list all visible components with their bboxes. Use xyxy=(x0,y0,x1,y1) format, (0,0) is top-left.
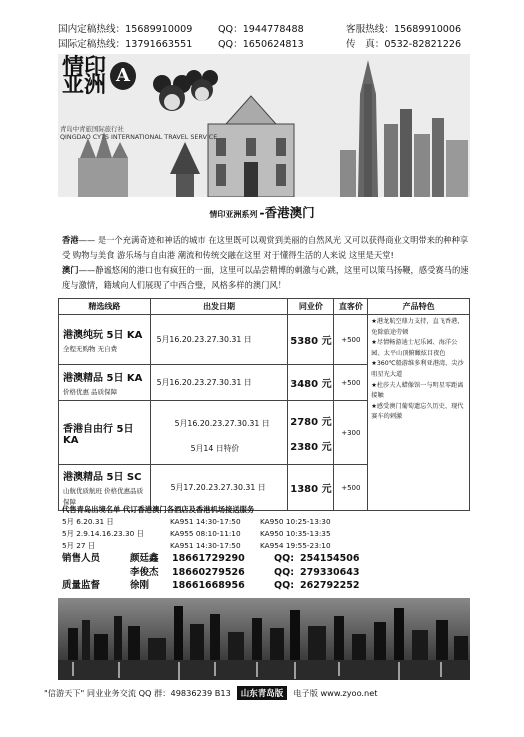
route-name: 港澳精品 5日 KA xyxy=(63,372,143,384)
edition-badge: 山东青岛版 xyxy=(237,686,288,700)
route-name: 港澳精品 5日 SC xyxy=(63,472,142,483)
header-route: 精选线路 xyxy=(59,299,151,315)
header-guest-price: 直客价 xyxy=(334,299,368,315)
hotline-fax: 传 真：0532-82821226 xyxy=(346,39,462,50)
intro-hongkong: 香港—— 是一个充满奇迹和神话的城市 在这里既可以观赏到美丽的自然风光 又可以获得商业文明带来的种种享受 购物与美食 游乐场与自由港 潮流和传统交融在这里 对于懂得生活的人来说 这里是天堂! xyxy=(62,235,469,260)
route-note: 全程无购物 无自费 xyxy=(63,344,118,353)
route-name: 港澳纯玩 5日 KA xyxy=(63,329,143,341)
footer-website: 电子版 www.zyoo.net xyxy=(293,687,378,698)
series-name: 情印亚洲系列 xyxy=(209,210,258,219)
feature-item: ★360℃船游维多利亚港湾，尖沙咀星光大道 xyxy=(371,360,464,378)
flight-row: 5月 27 日 KA951 14:30-17:50 KA954 19:55-23:10 xyxy=(62,541,331,550)
hotline-row xyxy=(58,22,478,37)
hotline-international: 国际定稿热线：13791663551 xyxy=(58,39,193,50)
product-features xyxy=(368,315,470,511)
header-features: 产品特色 xyxy=(368,299,470,315)
guest-price: +500 xyxy=(334,465,368,511)
page-footer xyxy=(44,686,484,700)
logo-title: 情印亚洲 xyxy=(62,54,107,98)
company-logo xyxy=(60,54,140,124)
departure-dates: 5月16.20.23.27.30.31 日 xyxy=(150,315,288,365)
trade-price: 2780 元 2380 元 xyxy=(288,401,334,465)
hotline-row xyxy=(58,37,478,52)
route-cell xyxy=(59,315,151,365)
intro-macau: 澳门——静谧悠闲的港口也有疯狂的一面，这里可以品尝精博的刺激与心跳，这里可以策马扬鞭，感受赛马的速度与激情，籍域向人们展现了中西合璧，风格多样的澳门风！ xyxy=(62,265,469,290)
feature-item: ★杜莎夫人蜡像馆一与明星零距离接触 xyxy=(371,381,464,400)
route-name: 香港自由行 5日 KA xyxy=(63,423,134,446)
feature-item: ★感受澳门葡萄遗忘久历史、现代赛车的刺激 xyxy=(371,402,464,421)
table-header-row xyxy=(59,299,470,315)
guest-price: +500 xyxy=(334,365,368,401)
flight-row: 5月 6.20.31 日 KA951 14:30-17:50 KA950 10:25-13:30 xyxy=(62,517,331,526)
footer-qq-group: "信游天下" 同业业务交流 QQ 群：49836239 B13 xyxy=(44,687,231,698)
page-title xyxy=(0,203,524,221)
contact-list xyxy=(62,552,472,593)
table-row xyxy=(59,315,470,365)
trade-price: 5380 元 xyxy=(288,315,334,365)
departure-dates: 5月16.20.23.27.30.31 日 xyxy=(150,365,288,401)
header-date: 出发日期 xyxy=(150,299,288,315)
header-trade-price: 同业价 xyxy=(288,299,334,315)
banner-image xyxy=(58,54,470,197)
guest-price: +300 xyxy=(334,401,368,465)
company-name: 青岛中青旅国际旅行社 QINGDAO CYTS INTERNATIONAL TRAVEL SERVICE xyxy=(60,125,218,141)
hotline-service: 客服热线：15689910006 xyxy=(346,24,462,35)
feature-item: ★港龙航空鼎力支持，直飞香港，免除旅途劳顿 xyxy=(371,318,464,336)
tour-price-table xyxy=(58,298,470,511)
route-cell xyxy=(59,365,151,401)
destination-title: -香港澳门 xyxy=(259,205,315,220)
flight-row: 5月 2.9.14.16.23.30 日 KA955 08:10-11:10 KA950 10:35-13:35 xyxy=(62,529,331,538)
contact-row: 质量监督 徐刚 18661668956 QQ: 262792252 xyxy=(62,580,360,591)
departure-dates: 5月17.20.23.27.30.31 日 xyxy=(150,465,288,511)
guest-price: +500 xyxy=(334,315,368,365)
feature-item: ★尽情畅游迪士尼乐园、海洋公园、太平山顶俯瞰炫目夜色 xyxy=(371,339,458,357)
hotline-qq: QQ：1944778488 xyxy=(218,24,304,35)
contact-row: 销售人员 颜廷鑫 18661729290 QQ: 254154506 xyxy=(62,553,360,564)
night-skyline-photo xyxy=(58,598,470,680)
departure-dates: 5月16.20.23.27.30.31 日 5月14 日特价 xyxy=(150,401,288,465)
route-cell xyxy=(59,401,151,465)
route-note: 价格优惠 品质保障 xyxy=(63,387,118,396)
route-note: 山航优质航班 价格优惠品质保障 xyxy=(63,487,144,506)
flight-schedule-title: 代售青岛出境名单 代订香港澳门各酒店及香港机场接送服务 xyxy=(62,505,255,514)
trade-price: 3480 元 xyxy=(288,365,334,401)
contact-row: 李俊杰 18660279526 QQ: 279330643 xyxy=(130,566,360,578)
intro-text xyxy=(62,233,472,293)
hotlines xyxy=(58,22,478,52)
flight-schedule xyxy=(62,504,472,552)
hotline-domestic: 国内定稿热线：15689910009 xyxy=(58,24,193,35)
logo-letter-badge: A xyxy=(110,62,136,90)
trade-price: 1380 元 xyxy=(288,465,334,511)
hotline-qq: QQ：1650624813 xyxy=(218,39,304,50)
